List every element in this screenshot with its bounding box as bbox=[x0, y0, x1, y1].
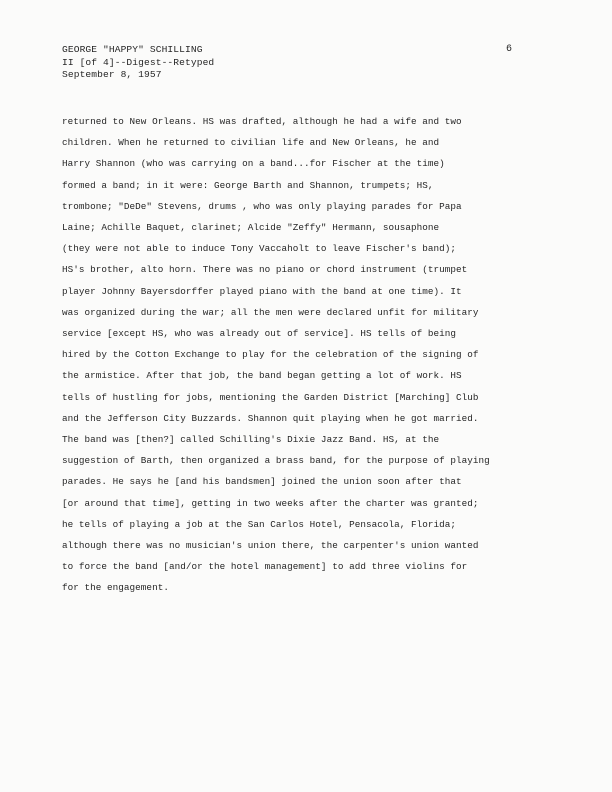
text-line: formed a band; in it were: George Barth and Shannon, trumpets; HS, bbox=[62, 179, 434, 191]
header-reel-info: II [of 4]--Digest--Retyped bbox=[62, 56, 215, 68]
text-line: he tells of playing a job at the San Carlos Hotel, Pensacola, Florida; bbox=[62, 518, 457, 530]
text-line: The band was [then?] called Schilling's Dixie Jazz Band. HS, at the bbox=[62, 434, 440, 446]
text-line: [or around that time], getting in two weeks after the charter was granted; bbox=[62, 497, 479, 509]
text-line: for the engagement. bbox=[62, 582, 169, 594]
text-line: suggestion of Barth, then organized a brass band, for the purpose of playing bbox=[62, 455, 490, 467]
text-line: (they were not able to induce Tony Vaccaholt to leave Fischer's band); bbox=[62, 243, 457, 255]
page-number: 6 bbox=[506, 44, 513, 55]
text-line: children. When he returned to civilian life and New Orleans, he and bbox=[62, 137, 440, 149]
text-line: HS's brother, alto horn. There was no piano or chord instrument (trumpet bbox=[62, 264, 468, 276]
text-line: and the Jefferson City Buzzards. Shannon quit playing when he got married. bbox=[62, 412, 479, 424]
text-line: Harry Shannon (who was carrying on a band...for Fischer at the time) bbox=[62, 158, 445, 170]
text-line: service [except HS, who was already out of service]. HS tells of being bbox=[62, 328, 457, 340]
transcript-body bbox=[62, 111, 582, 599]
document-header bbox=[62, 44, 214, 82]
text-line: parades. He says he [and his bandsmen] joined the union soon after that bbox=[62, 476, 462, 488]
header-date: September 8, 1957 bbox=[62, 69, 162, 80]
text-line: returned to New Orleans. HS was drafted, although he had a wife and two bbox=[62, 116, 462, 127]
text-line: trombone; "DeDe" Stevens, drums , who was only playing parades for Papa bbox=[62, 200, 462, 212]
text-line: to force the band [and/or the hotel management] to add three violins for bbox=[62, 561, 468, 573]
text-line: tells of hustling for jobs, mentioning the Garden District [Marching] Club bbox=[62, 391, 479, 403]
text-line: player Johnny Bayersdorffer played piano with the band at one time). It bbox=[62, 285, 462, 297]
text-line: was organized during the war; all the men were declared unfit for military bbox=[62, 306, 479, 318]
header-subject: GEORGE "HAPPY" SCHILLING bbox=[62, 44, 203, 55]
text-line: the armistice. After that job, the band began getting a lot of work. HS bbox=[62, 370, 462, 382]
text-line: hired by the Cotton Exchange to play for the celebration of the signing of bbox=[62, 349, 479, 361]
text-line: although there was no musician's union there, the carpenter's union wanted bbox=[62, 540, 479, 552]
text-line: Laine; Achille Baquet, clarinet; Alcide "Zeffy" Hermann, sousaphone bbox=[62, 222, 440, 234]
